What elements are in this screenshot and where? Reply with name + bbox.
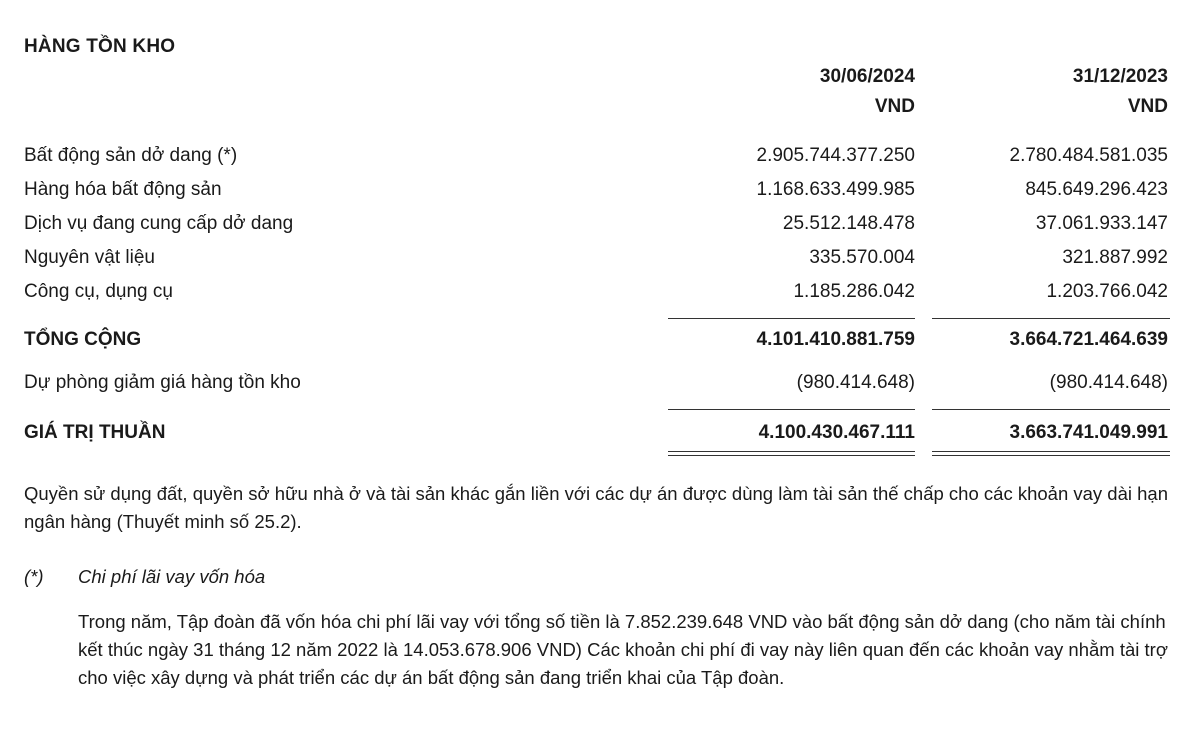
table-row [0,139,1200,173]
row-value-2023: 2.780.484.581.035 [1009,145,1168,166]
collateral-paragraph: Quyền sử dụng đất, quyền sở hữu nhà ở và tài sản khác gắn liền với các dự án được dùng làm tài sản thế chấp cho các khoản vay dài hạn ngân hàng (Thuyết minh số 25.2). [24,483,1169,532]
column-date: 31/12/2023 [1072,66,1168,87]
provision-value-2023: (980.414.648) [1049,372,1168,393]
net-rule [932,409,1170,410]
net-value-2024: 4.100.430.467.111 [758,422,915,443]
row-label: Công cụ, dụng cụ [24,281,173,302]
column-unit: VND [874,96,915,117]
table-row [0,207,1200,241]
row-label: Dịch vụ đang cung cấp dở dang [24,213,294,234]
column-header-2023 [1073,62,1168,122]
column-date: 30/06/2024 [819,66,915,87]
section-title: HÀNG TỒN KHO [24,36,176,57]
row-value-2024: 2.905.744.377.250 [756,145,915,166]
table-row [0,275,1200,309]
provision-row [0,366,1200,400]
net-label: GIÁ TRỊ THUẦN [24,422,166,443]
row-value-2023: 37.061.933.147 [1035,213,1168,234]
row-label: Bất động sản dở dang (*) [24,145,238,166]
net-rule [668,409,915,410]
note-marker: (*) [24,566,44,587]
column-unit: VND [1127,96,1168,117]
row-value-2023: 845.649.296.423 [1025,179,1168,200]
subtotal-rule [668,318,915,319]
row-value-2023: 321.887.992 [1062,247,1168,268]
double-underline [932,451,1170,456]
total-row [0,323,1200,357]
row-label: Hàng hóa bất động sản [24,179,222,200]
total-value-2024: 4.101.410.881.759 [756,329,915,350]
subtotal-rule [932,318,1170,319]
row-value-2023: 1.203.766.042 [1046,281,1168,302]
note-title: Chi phí lãi vay vốn hóa [78,566,266,587]
table-row [0,173,1200,207]
table-row [0,241,1200,275]
total-value-2023: 3.664.721.464.639 [1009,329,1168,350]
row-value-2024: 1.168.633.499.985 [756,179,915,200]
note-paragraph: Trong năm, Tập đoàn đã vốn hóa chi phí lãi vay với tổng số tiền là 7.852.239.648 VND vào bất động sản dở dang (cho năm tài chính kết thúc ngày 31 tháng 12 năm 2022 là 14.053.678.906 VND) Các khoản chi phí đi vay này liên quan đến các khoản vay nhằm tài trợ cho việc xây dựng và phát triển các dự án bất động sản đang triển khai của Tập đoàn. [78,611,1168,688]
row-value-2024: 25.512.148.478 [782,213,915,234]
total-label: TỔNG CỘNG [24,329,142,350]
net-row [0,416,1200,450]
provision-label: Dự phòng giảm giá hàng tồn kho [24,372,301,393]
double-underline [668,451,915,456]
column-header-2024 [820,62,915,122]
row-label: Nguyên vật liệu [24,247,155,268]
net-value-2023: 3.663.741.049.991 [1009,422,1168,443]
row-value-2024: 335.570.004 [809,247,915,268]
provision-value-2024: (980.414.648) [796,372,915,393]
row-value-2024: 1.185.286.042 [793,281,915,302]
